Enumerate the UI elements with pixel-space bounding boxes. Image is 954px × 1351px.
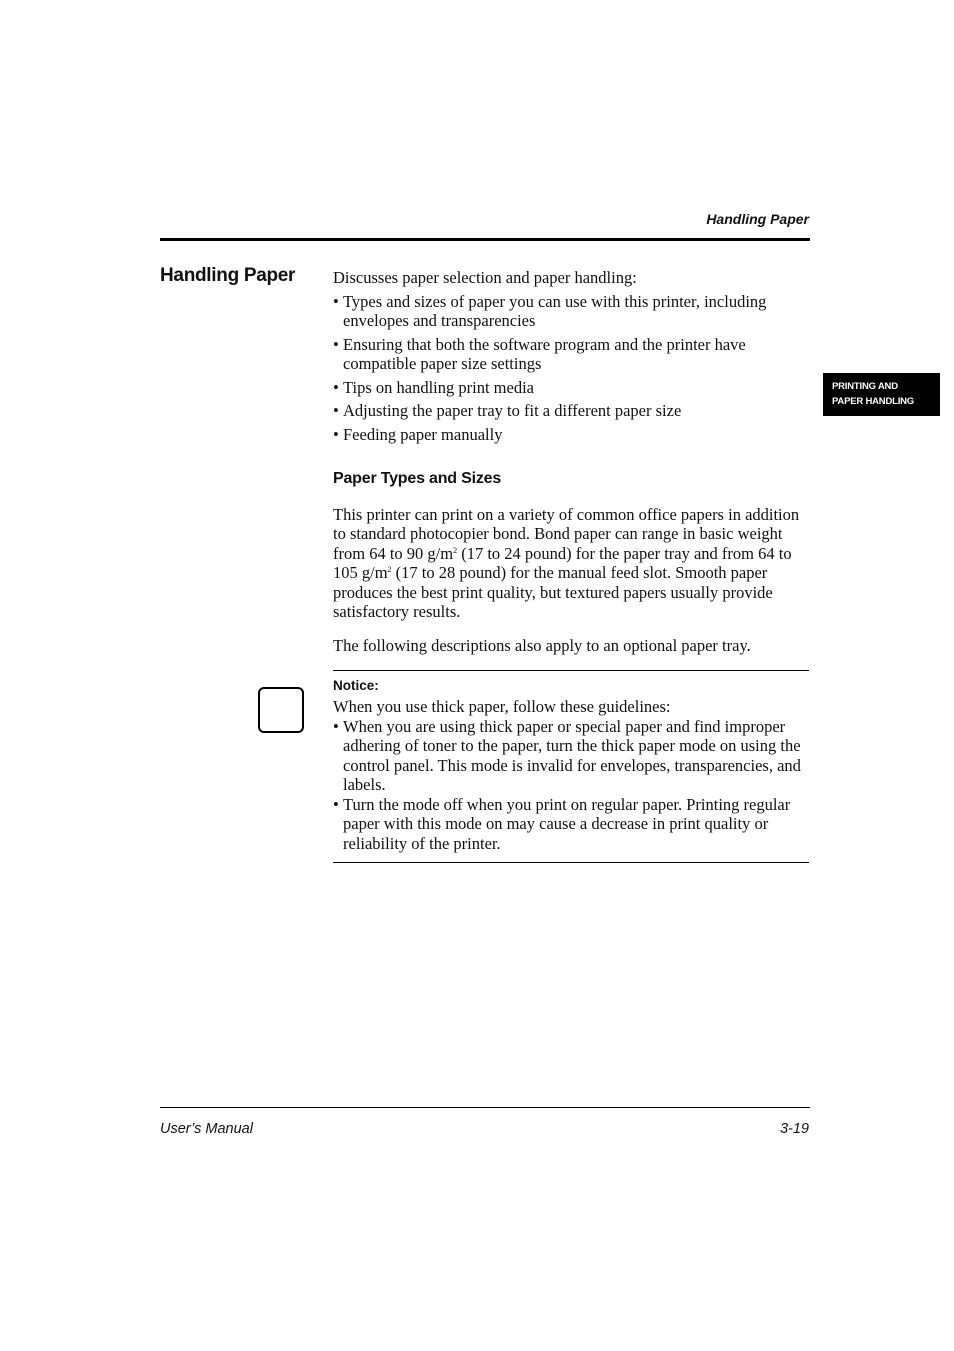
paper-weight-paragraph bbox=[333, 505, 809, 622]
notice-box bbox=[333, 670, 809, 863]
page-number: 3-19 bbox=[779, 1121, 809, 1137]
list-item: • Feeding paper manually bbox=[333, 425, 809, 445]
running-header: Handling Paper bbox=[706, 211, 809, 227]
notice-box-icon bbox=[258, 687, 304, 733]
superscript: 2 bbox=[453, 545, 458, 555]
chapter-tab bbox=[823, 373, 940, 416]
notice-bullet-list bbox=[333, 717, 809, 854]
main-content bbox=[333, 268, 809, 863]
notice-intro: When you use thick paper, follow these guidelines: bbox=[333, 697, 671, 716]
subsection-heading: Paper Types and Sizes bbox=[333, 470, 502, 487]
notice-label: Notice: bbox=[333, 678, 379, 693]
list-item: • Adjusting the paper tray to fit a different paper size bbox=[333, 401, 809, 421]
list-item: • Turn the mode off when you print on regular paper. Printing regular paper with this mode on may cause a decrease in print quality or reliability of the printer. bbox=[333, 795, 809, 854]
list-item: • When you are using thick paper or special paper and find improper adhering of toner to the paper, turn the thick paper mode on using the control panel. This mode is invalid for envelopes, transparencies, and labels. bbox=[333, 717, 809, 795]
list-item: • Tips on handling print media bbox=[333, 378, 809, 398]
para-text-1: This printer can print on a variety of common office papers in addition to standard photocopier bond. Bond paper can range in basic weight from 64 to 90 g/m bbox=[333, 504, 800, 563]
list-item: • Ensuring that both the software program and the printer have compatible paper size settings bbox=[333, 335, 809, 374]
optional-tray-paragraph: The following descriptions also apply to an optional paper tray. bbox=[333, 635, 751, 655]
header-rule bbox=[160, 238, 810, 241]
chapter-tab-line1: PRINTING AND bbox=[832, 381, 898, 392]
para-text-3: (17 to 28 pound) for the manual feed slot. Smooth paper produces the best print quality, but textured papers usually provide satisfactory results. bbox=[333, 563, 773, 621]
footer-rule bbox=[160, 1107, 810, 1108]
superscript: 2 bbox=[387, 565, 392, 574]
footer-manual-title: User’s Manual bbox=[160, 1121, 253, 1137]
para-text-2: (17 to 24 pound) for the paper tray and from 64 to 105 g/m bbox=[333, 543, 792, 582]
section-bullet-list bbox=[333, 292, 809, 445]
section-intro: Discusses paper selection and paper handling: bbox=[333, 268, 637, 287]
chapter-tab-line2: PAPER HANDLING bbox=[832, 396, 914, 407]
list-item: • Types and sizes of paper you can use with this printer, including envelopes and transparencies bbox=[333, 292, 809, 331]
section-heading: Handling Paper bbox=[160, 265, 296, 286]
